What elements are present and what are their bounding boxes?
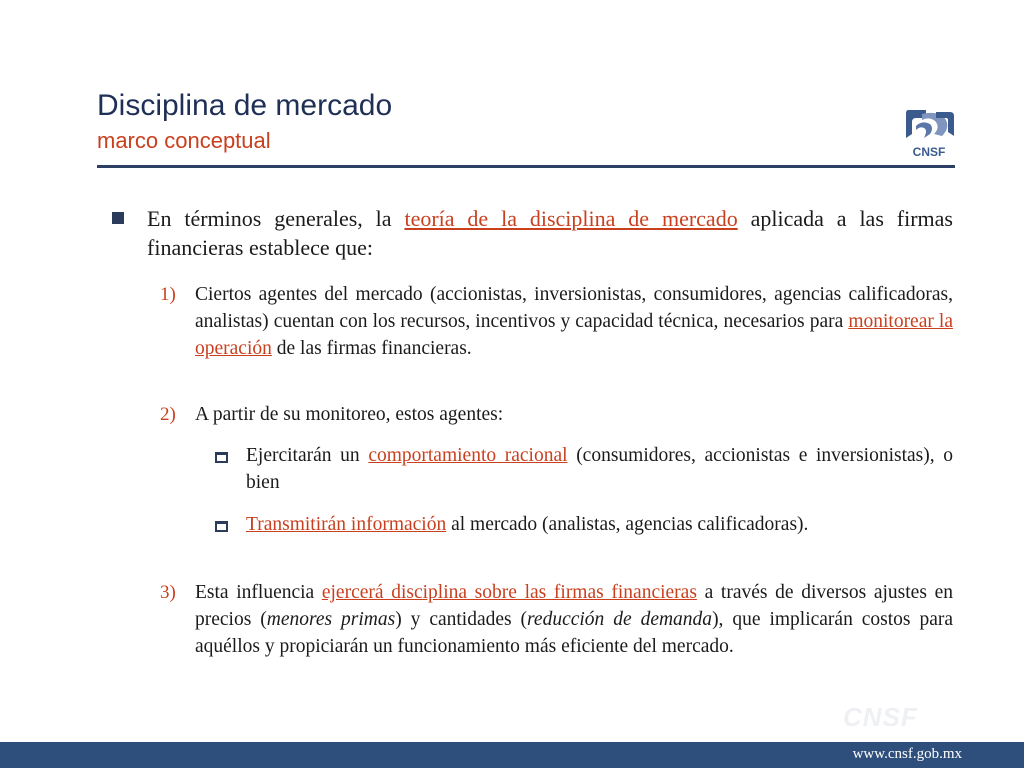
checkbox-bullet-icon bbox=[215, 521, 228, 532]
item-3-text-before: Esta influencia bbox=[195, 582, 322, 603]
subitem-paragraph-1 bbox=[246, 442, 953, 496]
intro-link: teoría de la disciplina de mercado bbox=[404, 206, 738, 231]
slide-subtitle: marco conceptual bbox=[97, 128, 271, 153]
item-paragraph-2: A partir de su monitoreo, estos agentes: bbox=[195, 404, 504, 425]
subitem-1-text-after: (consumidores, accionistas e inversionistas), o bien bbox=[246, 445, 953, 493]
item-3-emphasis-2: reducción de demanda bbox=[527, 609, 713, 630]
item-3-text-mid1: a través de diversos ajustes en precios ( bbox=[195, 582, 953, 630]
item-1-link: monitorear la operación bbox=[195, 311, 953, 359]
subitem-paragraph-2 bbox=[246, 511, 953, 538]
item-3-emphasis-1: menores primas bbox=[266, 609, 396, 630]
item-paragraph-1 bbox=[195, 281, 953, 362]
item-3-text-mid2: ) y cantidades ( bbox=[395, 609, 528, 630]
slide-title: Disciplina de mercado bbox=[97, 89, 393, 122]
item-3-link: ejercerá disciplina sobre las firmas financieras bbox=[321, 582, 697, 603]
logo-text: CNSF bbox=[912, 145, 946, 159]
checkbox-bullet-icon bbox=[215, 452, 228, 463]
cnsf-logo bbox=[900, 104, 958, 160]
intro-paragraph bbox=[147, 204, 953, 262]
subitem-1-text-before: Ejercitarán un bbox=[246, 445, 369, 466]
footer-bar bbox=[0, 742, 1024, 768]
cnsf-watermark: CNSF bbox=[843, 702, 918, 732]
square-bullet-icon bbox=[112, 212, 124, 224]
subitem-1-link: comportamiento racional bbox=[368, 445, 568, 466]
item-paragraph-3 bbox=[195, 579, 953, 660]
intro-text-after: aplicada a las firmas financieras establece que: bbox=[147, 206, 953, 260]
intro-text-before: En términos generales, la bbox=[147, 206, 405, 231]
item-number-2: 2) bbox=[160, 404, 176, 425]
title-divider bbox=[97, 165, 955, 168]
item-number-3: 3) bbox=[160, 582, 176, 603]
item-1-text-after: de las firmas financieras. bbox=[271, 338, 472, 359]
subitem-2-link: Transmitirán información bbox=[246, 514, 447, 535]
item-1-text-before: Ciertos agentes del mercado (accionistas, inversionistas, consumidores, agencias calificadoras, analistas) cuentan con los recursos, incentivos y capacidad técnica, necesarios para bbox=[195, 284, 953, 332]
footer-url[interactable]: www.cnsf.gob.mx bbox=[852, 746, 962, 762]
item-3-text-after: ), que implicarán costos para aquéllos y propiciarán un funcionamiento más eficiente del mercado. bbox=[195, 609, 953, 657]
subitem-2-text-after: al mercado (analistas, agencias calificadoras). bbox=[446, 514, 809, 535]
item-number-1: 1) bbox=[160, 284, 176, 305]
